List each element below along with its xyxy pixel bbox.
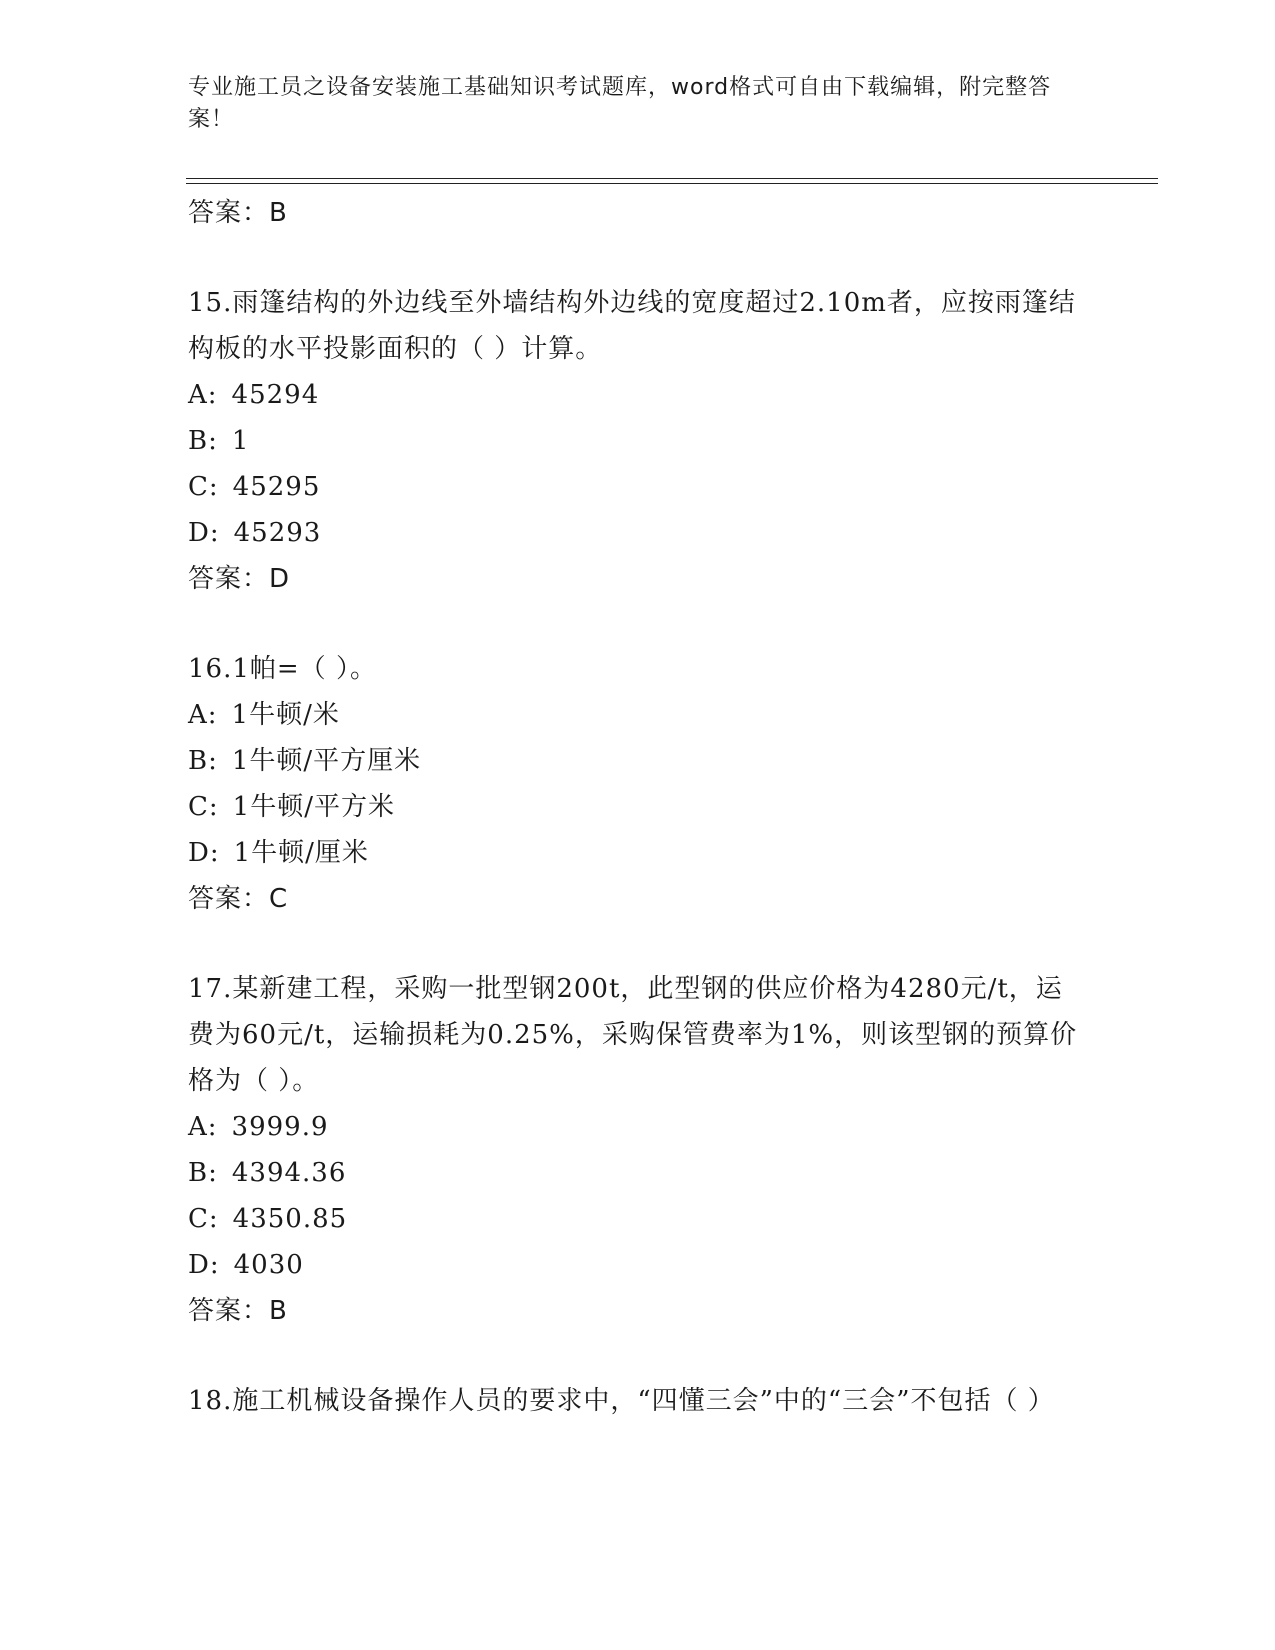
- question-item: [188, 1378, 1088, 1424]
- option-c: C: 1牛顿/平方米: [188, 792, 395, 822]
- option-a: A: 1牛顿/米: [188, 700, 340, 730]
- option-b: B: 4394.36: [188, 1158, 347, 1188]
- question-text: 17.某新建工程，采购一批型钢200t，此型钢的供应价格为4280元/t，运费为60元/t，运输损耗为0.25%，采购保管费率为1%，则该型钢的预算价格为（ ）。: [188, 974, 1078, 1096]
- answer-line: 答案：C: [188, 884, 289, 914]
- question-text: 16.1帕=（ ）。: [188, 654, 377, 684]
- question-item: [188, 280, 1088, 602]
- answer-line: 答案：D: [188, 564, 291, 594]
- question-item: [188, 966, 1088, 1334]
- question-text: 18.施工机械设备操作人员的要求中，“四懂三会”中的“三会”不包括（ ）: [188, 1386, 1055, 1416]
- option-d: D: 45293: [188, 518, 322, 548]
- option-d: D: 1牛顿/厘米: [188, 838, 369, 868]
- option-b: B: 1: [188, 426, 250, 456]
- option-c: C: 45295: [188, 472, 321, 502]
- answer-line: 答案：B: [188, 1296, 288, 1326]
- option-d: D: 4030: [188, 1250, 304, 1280]
- question-list: [188, 190, 1088, 1424]
- header-divider-top: [186, 178, 1158, 179]
- option-c: C: 4350.85: [188, 1204, 348, 1234]
- header-divider-bottom: [186, 183, 1158, 184]
- option-a: A: 3999.9: [188, 1112, 329, 1142]
- question-item: [188, 646, 1088, 922]
- question-text: 15.雨篷结构的外边线至外墙结构外边线的宽度超过2.10m者，应按雨篷结构板的水平投影面积的（ ）计算。: [188, 288, 1076, 364]
- answer-line: 答案：B: [188, 198, 288, 228]
- option-a: A: 45294: [188, 380, 320, 410]
- option-b: B: 1牛顿/平方厘米: [188, 746, 422, 776]
- page-header: 专业施工员之设备安装施工基础知识考试题库，word格式可自由下载编辑，附完整答案！: [188, 75, 1052, 132]
